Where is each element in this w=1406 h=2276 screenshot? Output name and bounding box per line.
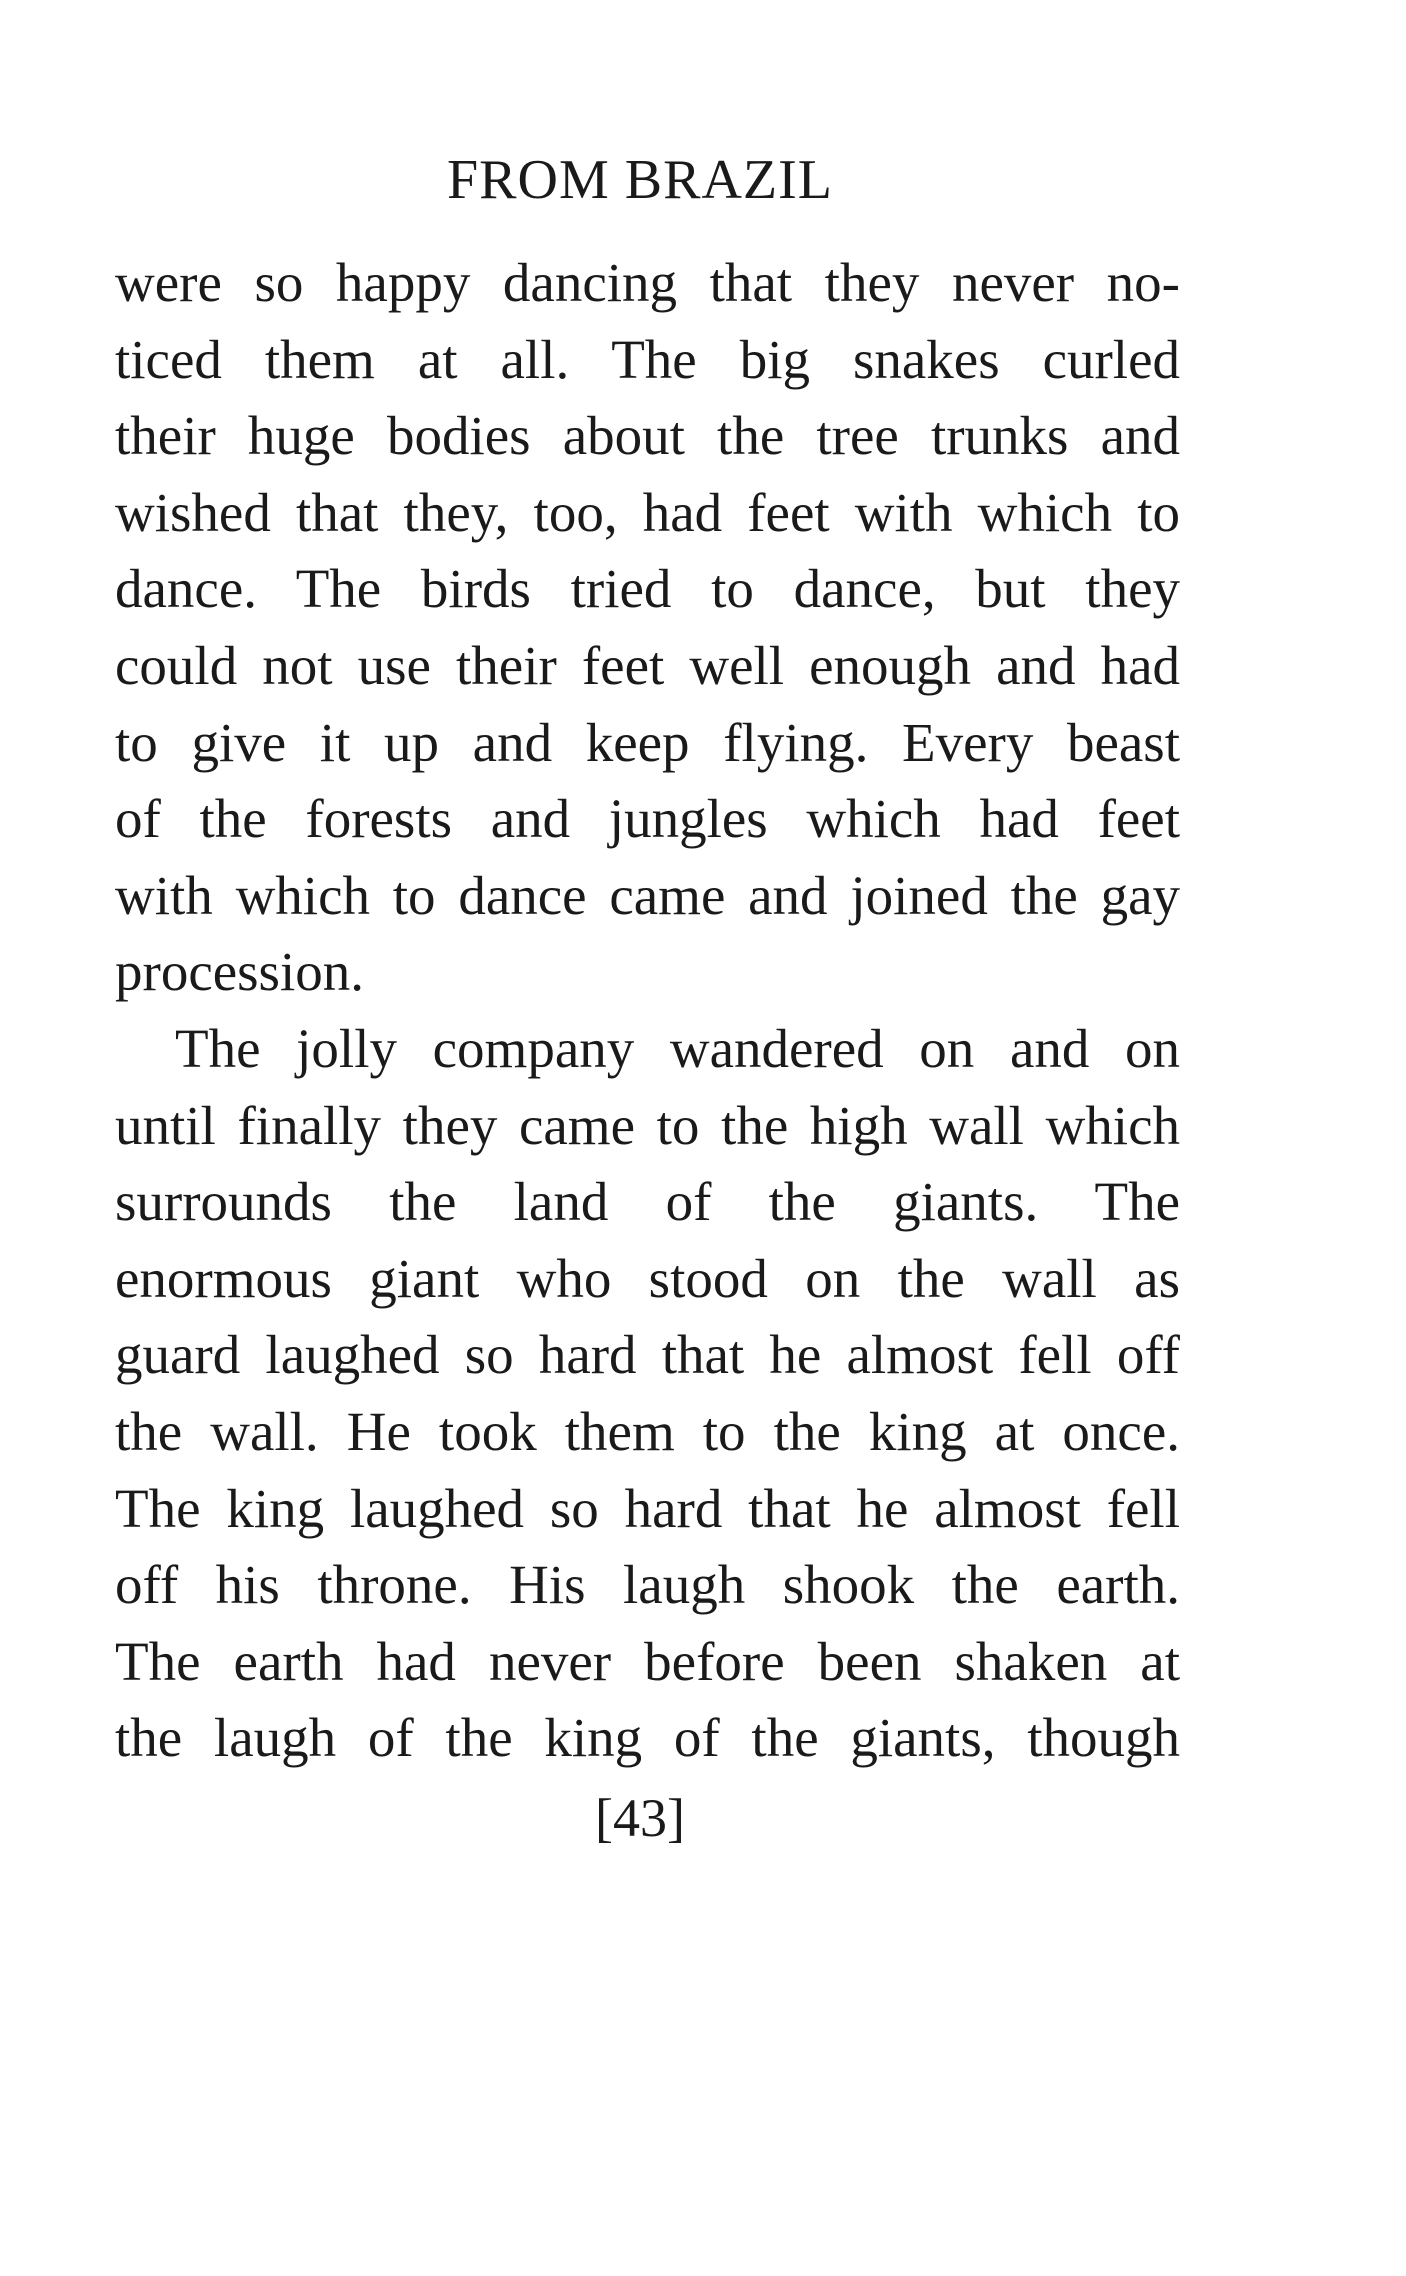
text-line: the wall. He took them to the king at once. [115,1400,1180,1462]
text-line: with which to dance came and joined the gay [115,864,1180,926]
text-line: until finally they came to the high wall which [115,1094,1180,1156]
body-text [115,245,1180,1777]
text-line: off his throne. His laugh shook the earth. [115,1554,1180,1616]
text-line: procession. [115,941,364,1003]
text-line: could not use their feet well enough and had [115,634,1180,696]
text-line: their huge bodies about the tree trunks and [115,405,1180,467]
text-line: enormous giant who stood on the wall as [115,1247,1180,1309]
running-head: FROM BRAZIL [447,149,833,211]
text-line: were so happy dancing that they never no- [115,252,1180,313]
text-line: to give it up and keep flying. Every beast [115,711,1180,773]
text-line: of the forests and jungles which had feet [115,788,1180,850]
page-number: [43] [595,1788,685,1848]
text-line: The king laughed so hard that he almost fell [115,1477,1180,1539]
text-line: wished that they, too, had feet with which to [115,481,1180,543]
text-line: guard laughed so hard that he almost fell off [115,1324,1180,1386]
text-line: ticed them at all. The big snakes curled [115,328,1180,390]
text-line: the laugh of the king of the giants, though [115,1707,1180,1769]
text-line: The earth had never before been shaken at [115,1630,1180,1692]
text-line: surrounds the land of the giants. The [115,1171,1180,1233]
text-line: dance. The birds tried to dance, but they [115,558,1180,620]
text-line: The jolly company wandered on and on [175,1017,1180,1079]
